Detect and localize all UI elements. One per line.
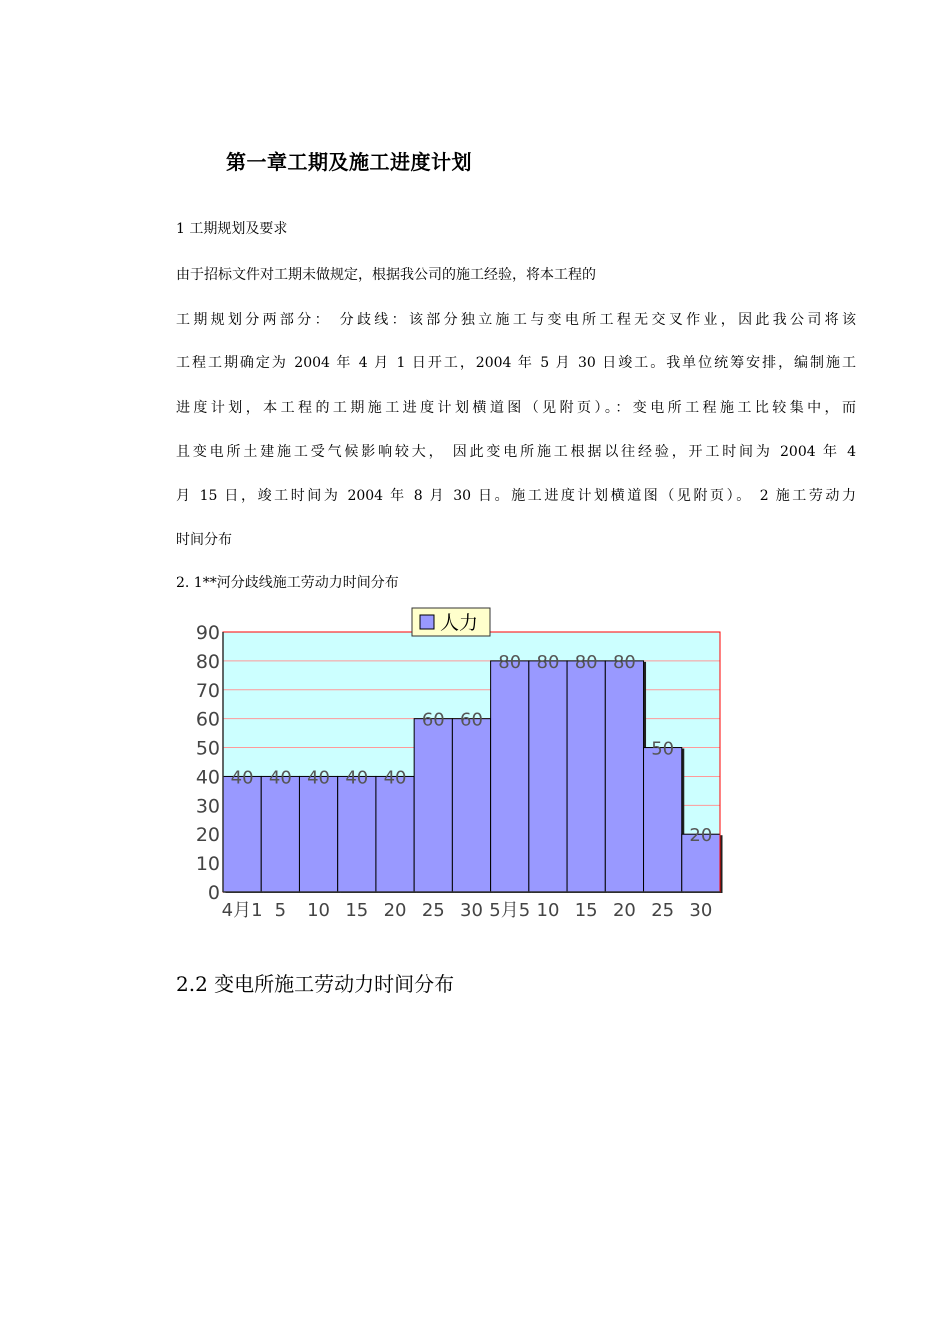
y-tick-label-20: 20 — [195, 824, 220, 847]
data-label-3: 40 — [307, 767, 331, 789]
bar-12 — [644, 748, 682, 892]
bar-3 — [299, 776, 337, 892]
x-tick-label-10: 15 — [574, 900, 598, 921]
x-tick-label-5: 20 — [383, 900, 407, 921]
y-tick-label-60: 60 — [195, 708, 220, 731]
data-label-11: 80 — [612, 651, 636, 673]
paragraph-line-2: 工期规划分两部分： 分歧线：该部分独立施工与变电所工程无交叉作业，因此我公司将该 — [176, 312, 856, 328]
legend-label: 人力 — [440, 612, 479, 634]
chart-legend — [412, 608, 490, 636]
subsection-heading-2-1: 2. 1**河分歧线施工劳动力时间分布 — [176, 575, 399, 591]
y-tick-label-80: 80 — [195, 650, 220, 673]
paragraph-line-3: 工程工期确定为 2004 年 4 月 1 日开工，2004 年 5 月 30 日竣工。我单位统筹安排，编制施工 — [176, 355, 856, 371]
y-tick-label-50: 50 — [195, 737, 220, 760]
data-label-13: 20 — [689, 825, 713, 847]
x-tick-label-11: 20 — [612, 900, 636, 921]
data-label-12: 50 — [651, 738, 675, 760]
x-tick-label-8: 5月5 — [489, 900, 531, 921]
bar-7 — [452, 719, 490, 892]
paragraph-line-7: 时间分布 — [176, 532, 232, 548]
section-heading-1: 1 工期规划及要求 — [176, 221, 288, 237]
bar-9 — [529, 661, 567, 892]
manpower-chart — [190, 604, 730, 926]
x-tick-label-2: 5 — [274, 900, 287, 921]
data-label-7: 60 — [460, 709, 483, 731]
data-label-1: 40 — [230, 767, 254, 789]
paragraph-line-1: 由于招标文件对工期未做规定，根据我公司的施工经验，将本工程的 — [176, 267, 596, 283]
x-tick-label-9: 10 — [536, 900, 560, 921]
legend-swatch — [420, 615, 434, 629]
bar-10 — [567, 661, 605, 892]
x-tick-label-3: 10 — [307, 900, 331, 921]
y-tick-label-30: 30 — [195, 795, 220, 818]
x-tick-label-6: 25 — [421, 900, 445, 921]
data-label-5: 40 — [383, 767, 407, 789]
paragraph-line-4: 进度计划，本工程的工期施工进度计划横道图（见附页）。：变电所工程施工比较集中，而 — [176, 400, 856, 416]
y-tick-label-40: 40 — [195, 766, 220, 789]
data-label-4: 40 — [345, 767, 369, 789]
bar-2 — [261, 776, 299, 892]
data-label-9: 80 — [536, 651, 560, 673]
data-label-8: 80 — [498, 651, 522, 673]
subsection-heading-2-2: 2.2 变电所施工劳动力时间分布 — [176, 972, 455, 996]
bar-11 — [605, 661, 643, 892]
y-tick-label-0: 0 — [207, 882, 220, 904]
data-label-6: 60 — [421, 709, 445, 731]
data-label-2: 40 — [268, 767, 292, 789]
x-tick-label-4: 15 — [345, 900, 369, 921]
x-tick-label-13: 30 — [689, 900, 713, 921]
bar-4 — [338, 776, 376, 892]
page-title: 第一章工期及施工进度计划 — [226, 150, 472, 174]
bar-5 — [376, 776, 414, 892]
x-tick-label-7: 30 — [460, 900, 483, 921]
bar-1 — [223, 776, 261, 892]
y-tick-label-10: 10 — [195, 853, 220, 876]
data-label-10: 80 — [574, 651, 598, 673]
paragraph-line-5: 且变电所土建施工受气候影响较大， 因此变电所施工根据以往经验，开工时间为 2004 年 4 — [176, 444, 856, 460]
x-tick-label-1: 4月1 — [221, 900, 263, 921]
x-tick-label-12: 25 — [651, 900, 675, 921]
y-tick-label-90: 90 — [195, 622, 220, 644]
paragraph-line-6: 月 15 日，竣工时间为 2004 年 8 月 30 日。施工进度计划横道图（见附页）。 2 施工劳动力 — [176, 488, 856, 504]
bar-6 — [414, 719, 452, 892]
bar-8 — [491, 661, 529, 892]
y-tick-label-70: 70 — [195, 679, 220, 702]
